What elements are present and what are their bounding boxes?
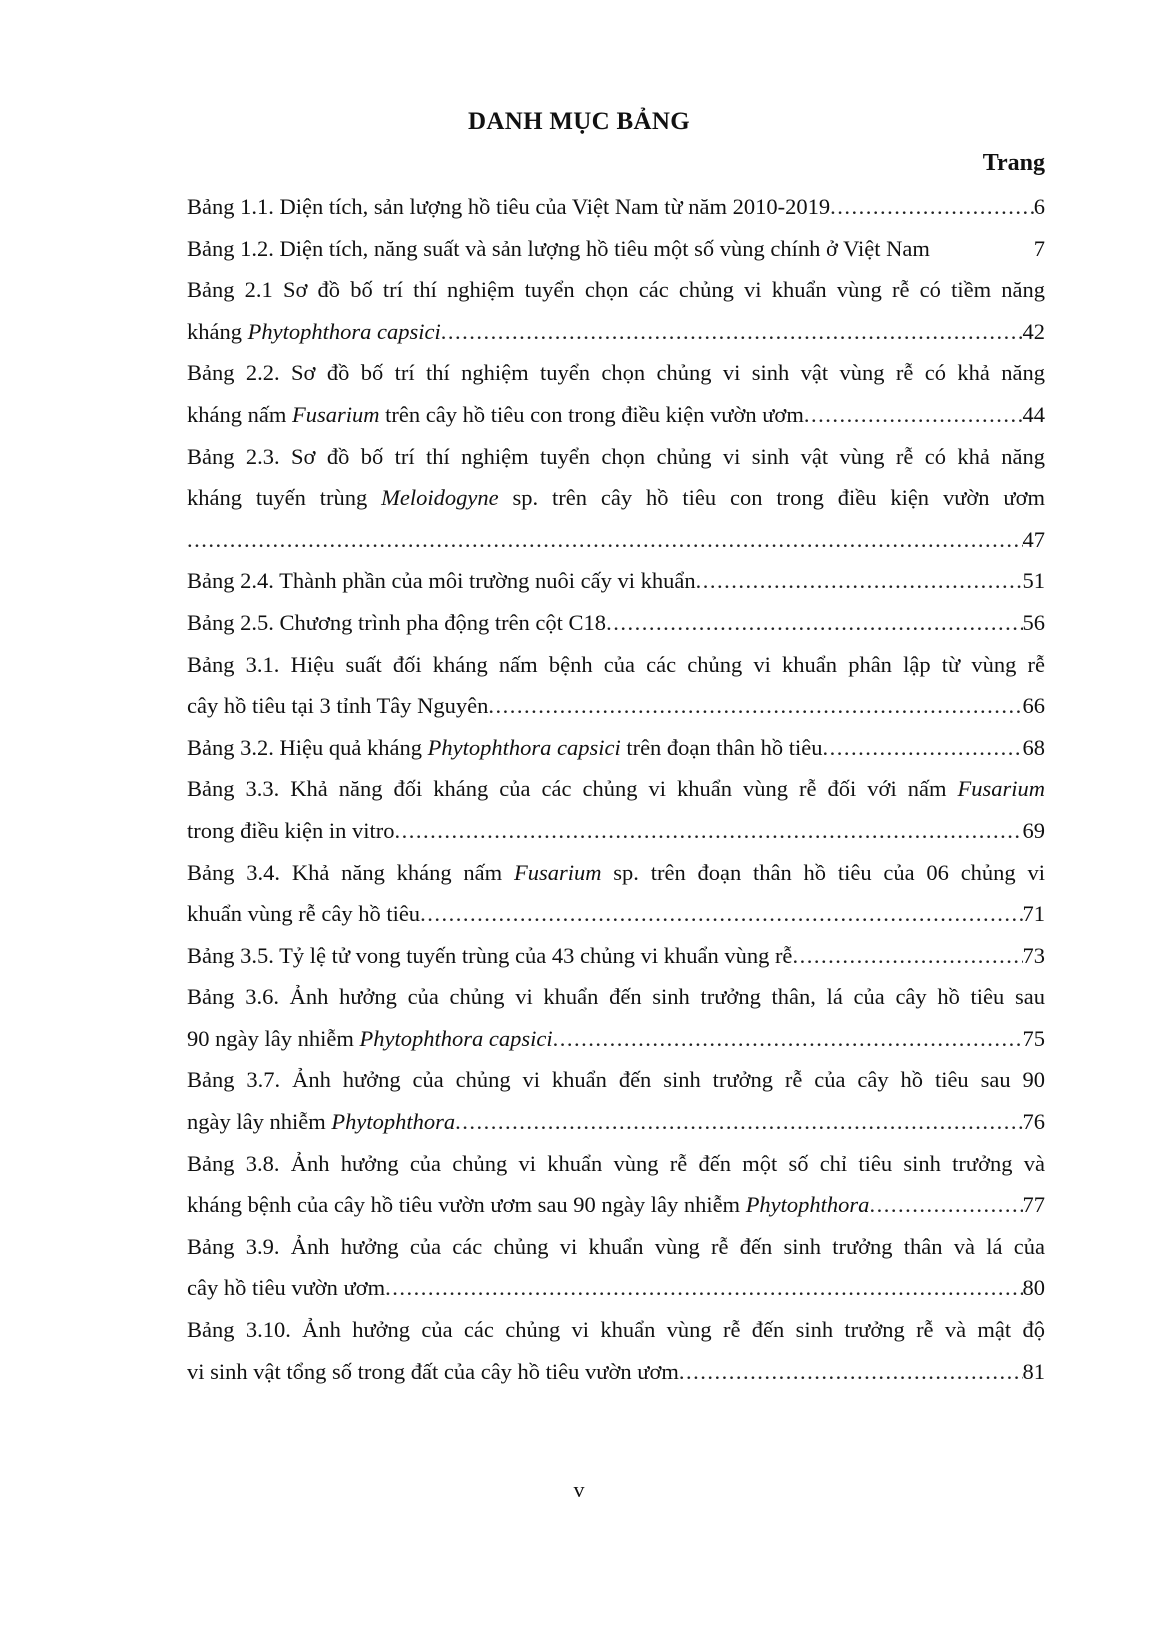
list-item-continuation[interactable]: ngày lây nhiễm Phytophthora ..... 76 [187,1101,1045,1143]
page-number: 56 [1022,609,1045,635]
page-number: 71 [1022,901,1045,927]
page-title: DANH MỤC BẢNG [468,108,690,135]
list-item-continuation[interactable]: kháng nấm Fusarium trên cây hồ tiêu con trong điều kiện vườn ươm ..... 44 [187,394,1045,436]
page-number: 51 [1022,568,1045,594]
list-item[interactable]: Bảng 3.9. Ảnh hưởng của các chủng vi khuẩn vùng rễ đến sinh trưởng thân và lá của [187,1233,1045,1259]
list-item[interactable]: Bảng 2.2. Sơ đồ bố trí thí nghiệm tuyển chọn chủng vi sinh vật vùng rễ có khả năng [187,360,1045,386]
list-item-continuation[interactable] [187,519,1045,561]
list-item[interactable]: Bảng 2.3. Sơ đồ bố trí thí nghiệm tuyển chọn chủng vi sinh vật vùng rễ có khả năng [187,443,1045,469]
page-number: 81 [1022,1358,1045,1384]
list-item-continuation[interactable]: cây hồ tiêu vườn ươm ..... 80 [187,1267,1045,1309]
page-number: 44 [1022,401,1045,427]
page-number: 76 [1022,1109,1045,1135]
list-item[interactable]: Bảng 3.2. Hiệu quả kháng Phytophthora capsici trên đoạn thân hồ tiêu ..... 68 [187,727,1045,769]
page-number: 73 [1022,942,1045,968]
list-item[interactable]: Bảng 2.4. Thành phần của môi trường nuôi cấy vi khuẩn ..... 51 [187,560,1045,602]
list-item[interactable]: Bảng 3.10. Ảnh hưởng của các chủng vi khuẩn vùng rễ đến sinh trưởng rễ và mật độ [187,1317,1045,1343]
list-item-continuation[interactable]: cây hồ tiêu tại 3 tỉnh Tây Nguyên ..... 66 [187,685,1045,727]
page-number: 80 [1022,1275,1045,1301]
list-item[interactable]: Bảng 3.7. Ảnh hưởng của chủng vi khuẩn đến sinh trưởng rễ của cây hồ tiêu sau 90 [187,1067,1045,1093]
list-item-continuation[interactable]: vi sinh vật tổng số trong đất của cây hồ tiêu vườn ươm ..... 81 [187,1351,1045,1393]
list-item[interactable]: Bảng 2.1 Sơ đồ bố trí thí nghiệm tuyển chọn các chủng vi khuẩn vùng rễ có tiềm năng [187,277,1045,303]
page-number: 75 [1022,1025,1045,1051]
list-item-continuation[interactable]: trong điều kiện in vitro ..... 69 [187,810,1045,852]
list-item-continuation[interactable]: 90 ngày lây nhiễm Phytophthora capsici ..... 75 [187,1018,1045,1060]
list-item[interactable]: Bảng 3.5. Tỷ lệ tử vong tuyến trùng của 43 chủng vi khuẩn vùng rễ ..... 73 [187,935,1045,977]
page-number: 77 [1022,1192,1045,1218]
list-item-continuation[interactable]: kháng bệnh của cây hồ tiêu vườn ươm sau 90 ngày lây nhiễm Phytophthora ..... 77 [187,1184,1045,1226]
page-footer-number: v [573,1477,585,1502]
list-item[interactable]: Bảng 2.5. Chương trình pha động trên cột C18 ..... 56 [187,602,1045,644]
list-item-continuation[interactable]: kháng Phytophthora capsici ..... 42 [187,311,1045,353]
table-list [187,186,1045,1392]
page-number: 66 [1022,693,1045,719]
page-number: 42 [1022,318,1045,344]
page-number: 47 [1022,526,1045,552]
list-item[interactable]: Bảng 3.4. Khả năng kháng nấm Fusarium sp. trên đoạn thân hồ tiêu của 06 chủng vi [187,859,1045,885]
page-number: 7 [1033,235,1045,261]
list-item[interactable]: Bảng 3.8. Ảnh hưởng của chủng vi khuẩn vùng rễ đến một số chỉ tiêu sinh trưởng và [187,1150,1045,1176]
page-number: 68 [1022,734,1045,760]
list-item[interactable]: Bảng 3.6. Ảnh hưởng của chủng vi khuẩn đến sinh trưởng thân, lá của cây hồ tiêu sau [187,984,1045,1010]
list-item[interactable]: Bảng 3.3. Khả năng đối kháng của các chủng vi khuẩn vùng rễ đối với nấm Fusarium [187,776,1045,802]
list-item[interactable]: Bảng 1.2. Diện tích, năng suất và sản lượng hồ tiêu một số vùng chính ở Việt Nam 7 [187,228,1045,270]
list-item[interactable]: Bảng 3.1. Hiệu suất đối kháng nấm bệnh của các chủng vi khuẩn phân lập từ vùng rễ [187,651,1045,677]
page-column-label: Trang [982,150,1045,176]
list-item-continuation[interactable]: khuẩn vùng rễ cây hồ tiêu ..... 71 [187,893,1045,935]
list-item[interactable]: Bảng 1.1. Diện tích, sản lượng hồ tiêu của Việt Nam từ năm 2010-2019 ..... 6 [187,186,1045,228]
list-item-continuation[interactable]: kháng tuyến trùng Meloidogyne sp. trên cây hồ tiêu con trong điều kiện vườn ươm [187,485,1046,511]
page-number: 6 [1033,194,1045,219]
page-number: 69 [1022,817,1045,843]
